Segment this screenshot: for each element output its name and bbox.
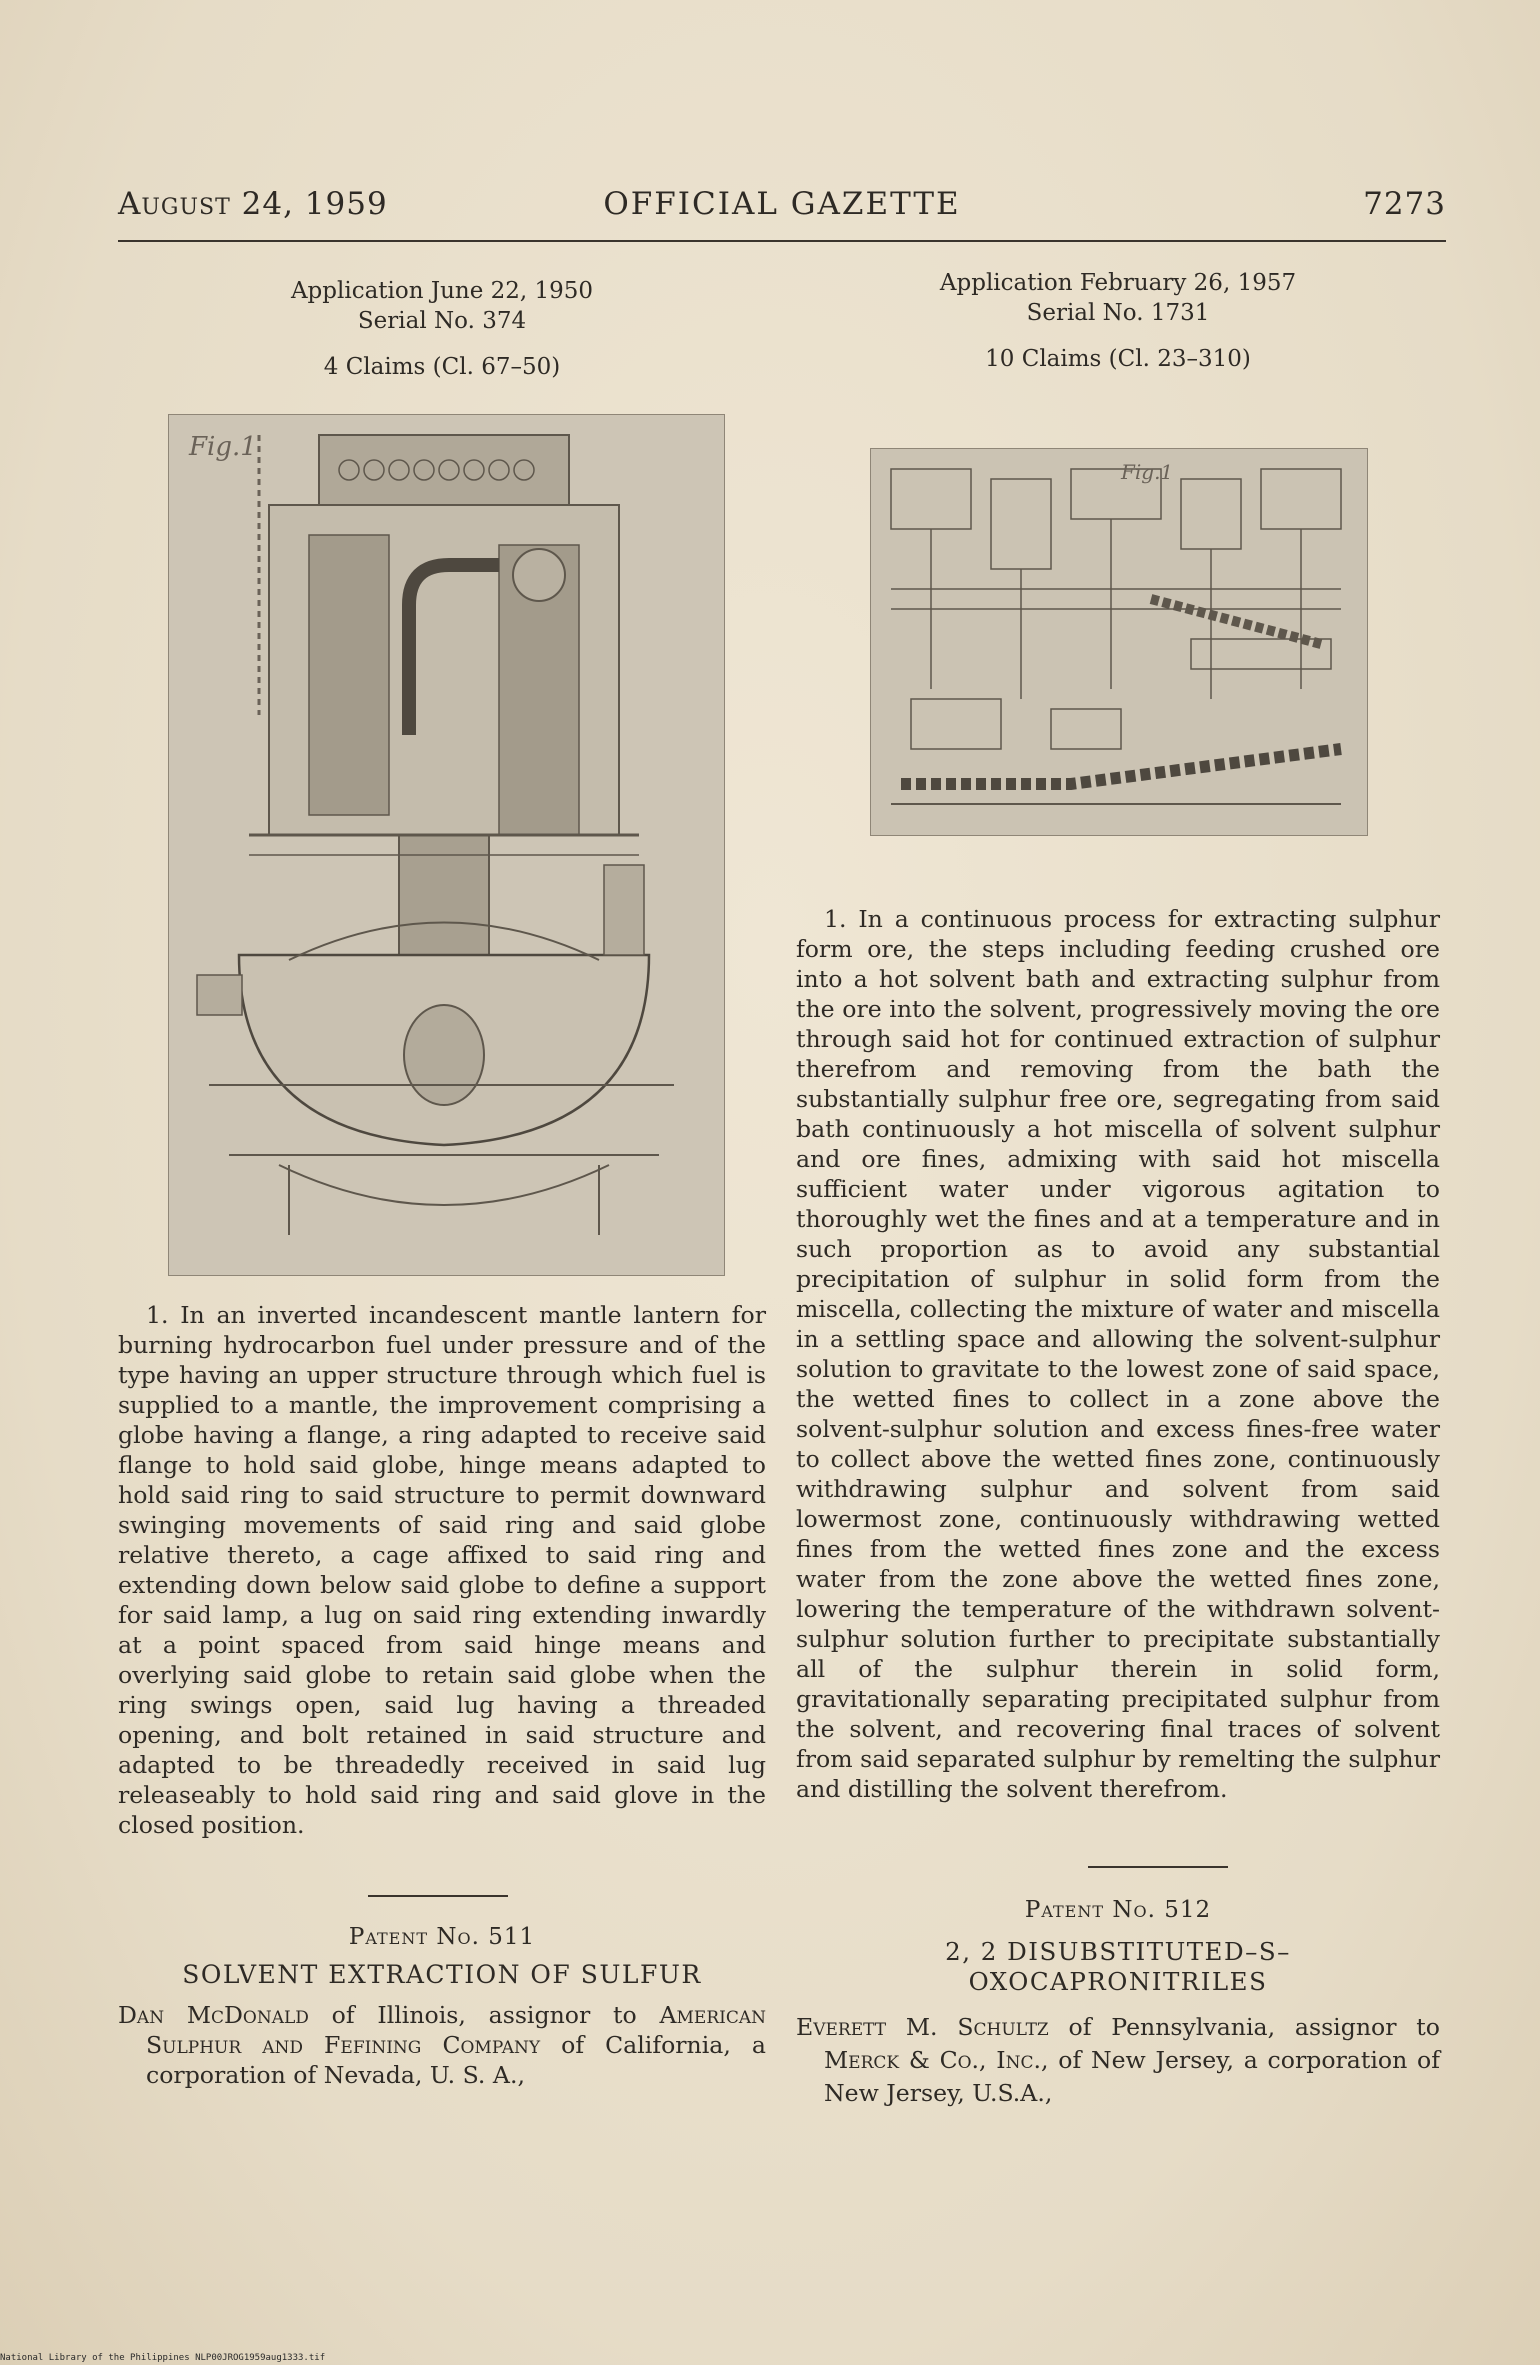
left-figure-label: Fig.1 (189, 432, 257, 462)
left-claim-text: 1. In an inverted incandescent mantle lantern for burning hydrocarbon fuel under pressure and of the type having an upper structure through which fuel is supplied to a mantle, the improvement comprising a globe having a flange, a ring adapted to receive said flange to hold said globe, hinge means adapted to hold said ring to said structure to permit downward swinging movements of said ring and said globe relative thereto, a cage affixed to said ring and extending down below said globe to define a support for said lamp, a lug on said ring extending inwardly at a point spaced from said hinge means and overlying said globe to retain said globe when the ring swings open, said lug having a threaded opening, and bolt retained in said structure and adapted to be threadedly received in said lug releaseably to hold said ring and said glove in the closed position. (118, 1301, 766, 1839)
left-application-date: Application June 22, 1950 (290, 278, 594, 304)
right-claims-count: 10 Claims (Cl. 23–310) (985, 346, 1251, 372)
archive-footer-stamp: National Library of the Philippines NLP00JROG1959aug1333.tif (0, 2353, 326, 2363)
left-inventor-mid: of Illinois, assignor to (308, 2001, 660, 2029)
right-application-block (796, 268, 1440, 374)
header-rule (118, 240, 1446, 242)
right-patent-number: Patent No. 512 (1024, 1897, 1212, 1923)
left-patent-title: SOLVENT EXTRACTION OF SULFUR (182, 1960, 702, 1989)
right-inventor-name: Everett M. Schultz (796, 2013, 1049, 2041)
right-inventor-mid: of Pennsylvania, assignor to (1048, 2013, 1440, 2041)
left-inventor-tail: of California, a corporation of Nevada, U. S. A., (146, 2031, 766, 2089)
right-assignee-name: Merck & Co., Inc. (824, 2046, 1042, 2074)
right-patent-block (796, 1895, 1440, 2110)
right-claim-block (796, 904, 1440, 1804)
lantern-drawing-svg (169, 415, 724, 1275)
right-serial-number: Serial No. 1731 (1026, 300, 1210, 326)
left-assignee-name: American Sulphur and Fefining Company (146, 2001, 766, 2059)
header-publication: OFFICIAL GAZETTE (603, 186, 961, 222)
right-inventor-tail: , of New Jersey, a corporation of New Jersey, U.S.A., (824, 2046, 1440, 2107)
left-serial-number: Serial No. 374 (357, 308, 527, 334)
left-patent-number: Patent No. 511 (348, 1924, 536, 1950)
left-patent-block (118, 1922, 766, 2090)
right-figure-label: Fig.1 (1121, 460, 1174, 484)
left-inventor-line (118, 2000, 766, 2090)
right-inventor-line (796, 2011, 1440, 2110)
left-divider-rule (368, 1895, 508, 1897)
left-claim-block (118, 1300, 766, 1840)
sulphur-process-drawing (870, 448, 1368, 836)
page-header (118, 186, 1446, 228)
right-divider-rule (1088, 1866, 1228, 1868)
right-patent-title: 2, 2 DISUBSTITUTED–S–OXOCAPRONITRILES (945, 1937, 1291, 1996)
header-date: August 24, 1959 (118, 186, 388, 222)
left-inventor-name: Dan McDonald (118, 2001, 309, 2029)
process-drawing-svg (871, 449, 1367, 835)
lantern-patent-drawing (168, 414, 725, 1276)
right-claim-text: 1. In a continuous process for extracting sulphur form ore, the steps including feeding crushed ore into a hot solvent bath and extracting sulphur from the ore into the solvent, progressively moving the ore through said hot for continued extraction of sulphur therefrom and removing from the bath the substantially sulphur free ore, segregating from said bath continuously a hot miscella of solvent sulphur and ore fines, admixing with said hot miscella sufficient water under vigorous agitation to thoroughly wet the fines and at a temperature and in such proportion as to avoid any substantial precipitation of sulphur in solid form from the miscella, collecting the mixture of water and miscella in a settling space and allowing the solvent-sulphur solution to gravitate to the lowest zone of said space, the wetted fines to collect in a zone above the solvent-sulphur solution and excess fines-free water to collect above the wetted fines zone, continuously withdrawing sulphur and solvent from said lowermost zone, continuously withdrawing wetted fines from the wetted fines zone and the excess water from the zone above the wetted fines zone, lowering the temperature of the withdrawn solvent-sulphur solution further to precipitate substantially all of the sulphur therein in solid form, gravitationally separating precipitated sulphur from the solvent, and recovering final traces of solvent from said separated sulphur by remelting the sulphur and distilling the solvent therefrom. (796, 905, 1440, 1803)
right-application-date: Application February 26, 1957 (939, 270, 1297, 296)
left-claims-count: 4 Claims (Cl. 67–50) (323, 354, 561, 380)
header-page-number: 7273 (1363, 186, 1446, 222)
left-application-block (118, 276, 766, 382)
